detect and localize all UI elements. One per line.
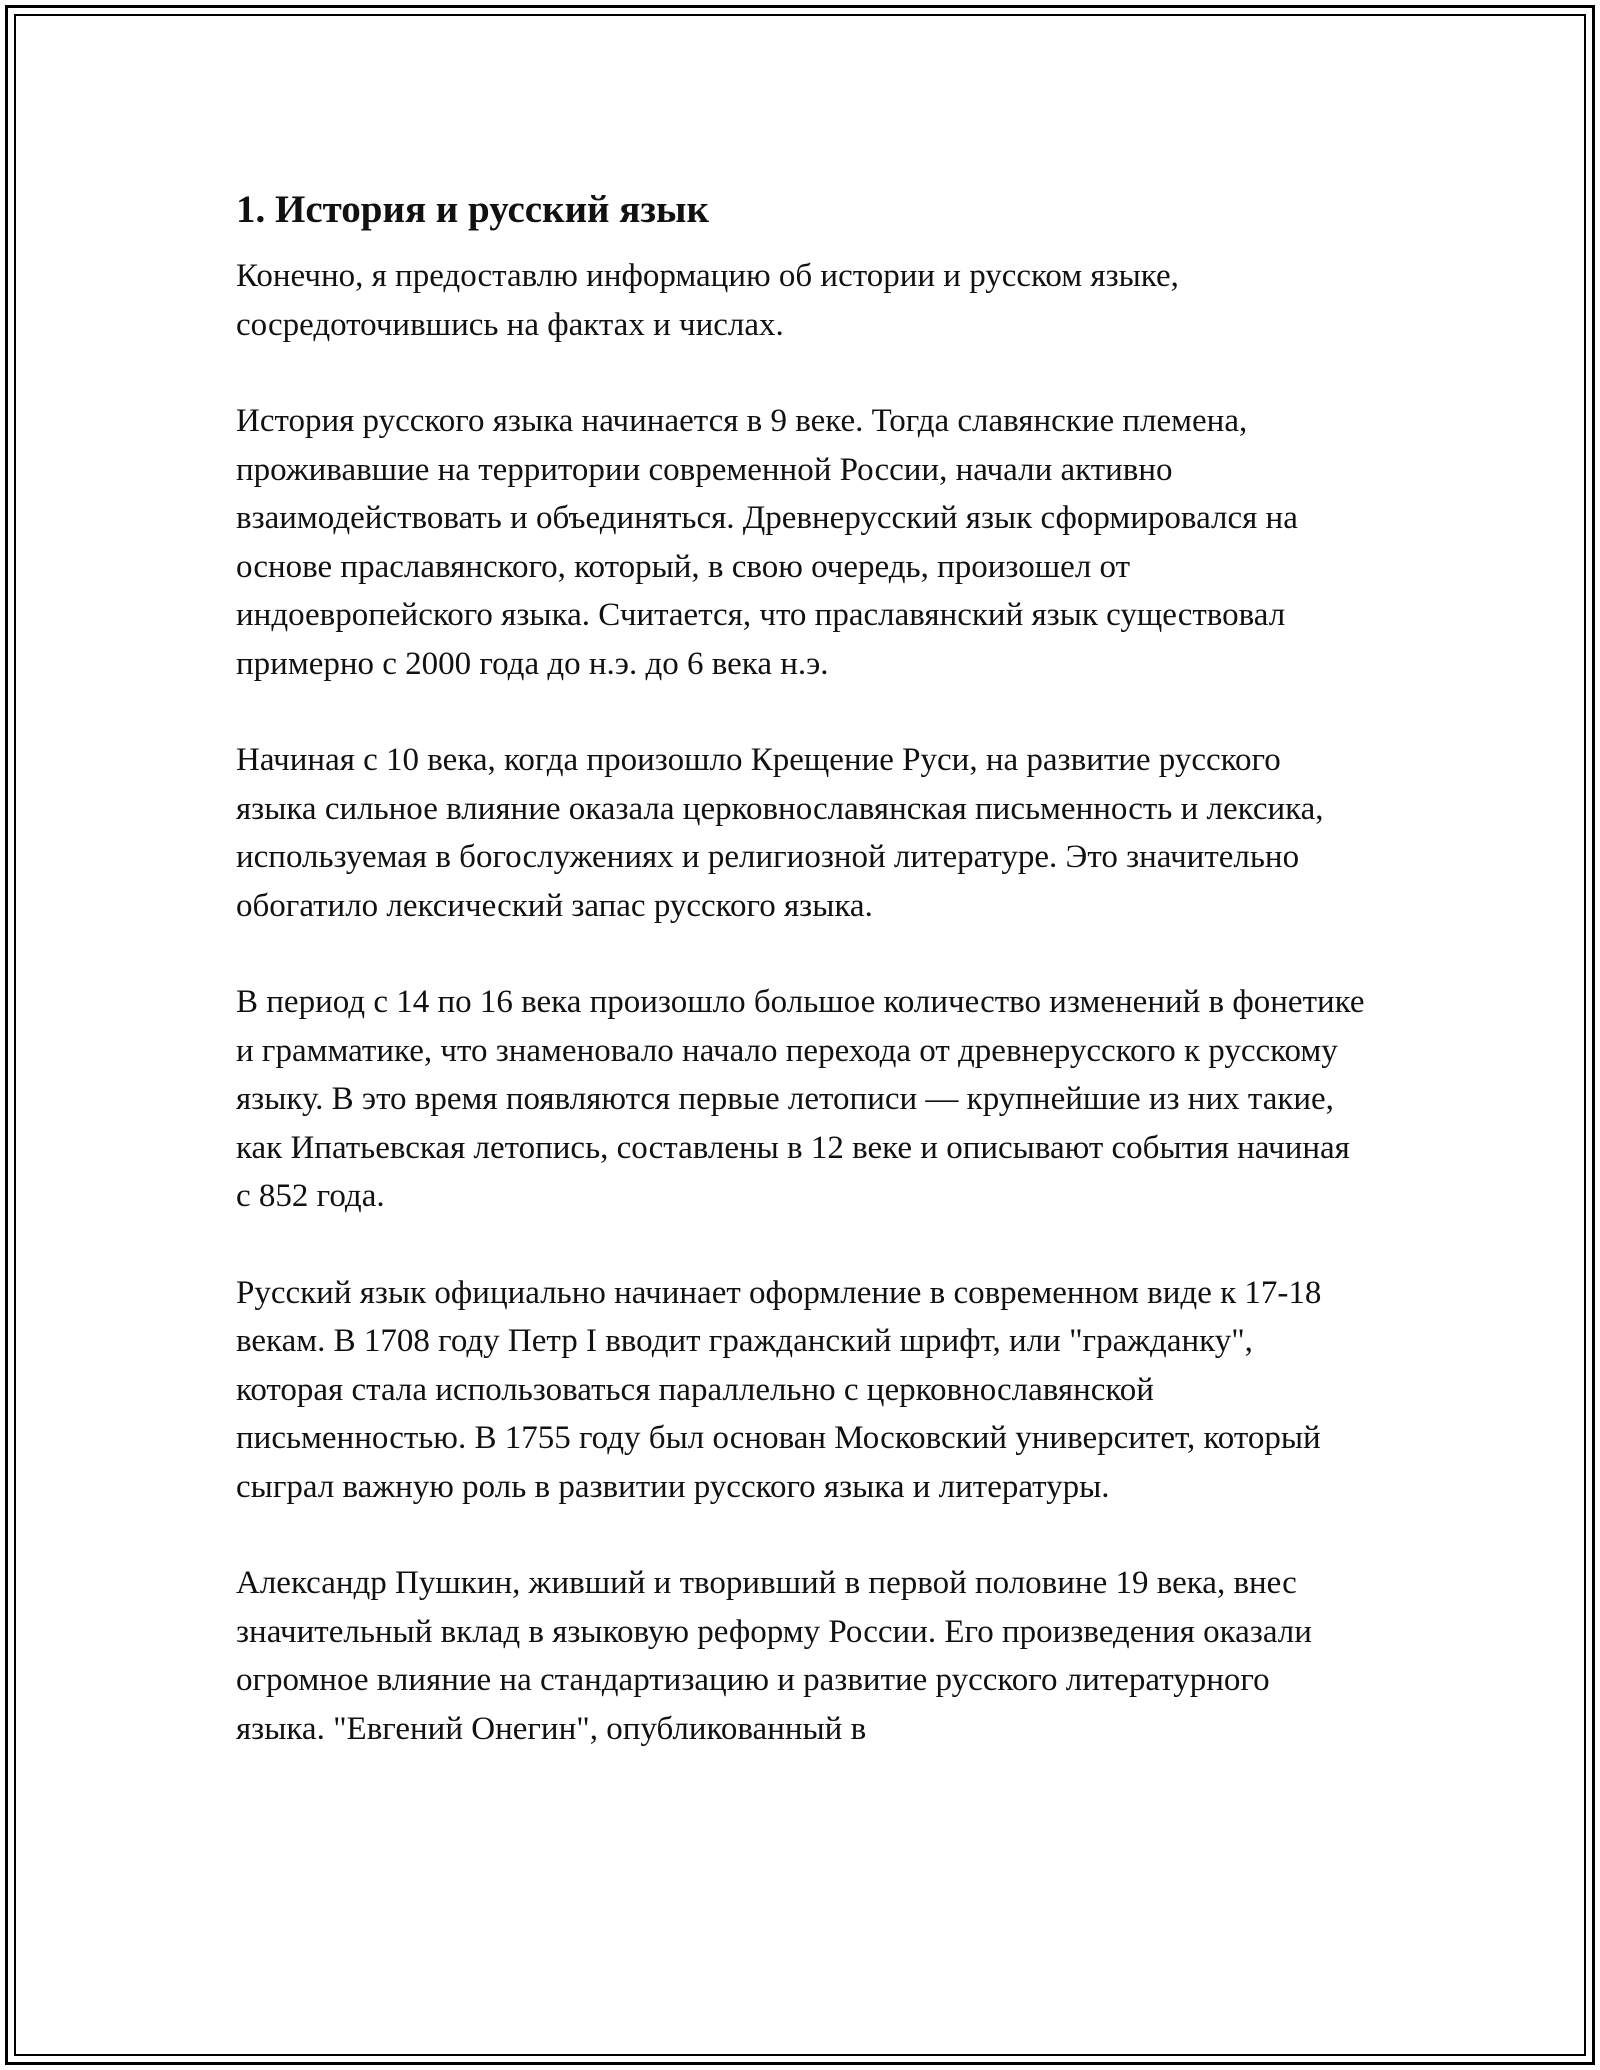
document-body (236, 186, 1366, 1801)
paragraph-pushkin: Александр Пушкин, живший и творивший в первой половине 19 века, внес значительный вклад в языковую реформу России. Его произведения оказали огромное влияние на стандартизацию и развитие русского литературного языка. "Евгений Онегин", опубликованный в (236, 1565, 1312, 1747)
paragraph-modern-form: Русский язык официально начинает оформление в современном виде к 17-18 векам. В 1708 году Петр I вводит гражданский шрифт, или "гражданку", которая стала использоваться параллельно с церковнославянской письменностью. В 1755 году был основан Московский университет, который сыграл важную роль в развитии русского языка и литературы. (236, 1274, 1322, 1505)
paragraph-chronicles: В период с 14 по 16 века произошло большое количество изменений в фонетике и грамматике, что знаменовало начало перехода от древнерусского к русскому языку. В это время появляются первые летописи — крупнейшие из них такие, как Ипатьевская летопись, составлены в 12 веке и описывают события начиная с 852 года. (236, 984, 1365, 1214)
paragraph-baptism: Начиная с 10 века, когда произошло Крещение Руси, на развитие русского языка сильное влияние оказала церковнославянская письменность и лексика, используемая в богослужениях и религиозной литературе. Это значительно обогатило лексический запас русского языка. (236, 742, 1324, 924)
page-title: 1. История и русский язык (236, 188, 709, 231)
paragraph-origins: История русского языка начинается в 9 веке. Тогда славянские племена, проживавшие на территории современной России, начали активно взаимодействовать и объединяться. Древнерусский язык сформировался на основе праславянского, который, в свою очередь, произошел от индоевропейского языка. Считается, что праславянский язык существовал примерно с 2000 года до н.э. до 6 века н.э. (236, 403, 1298, 682)
paragraph-intro: Конечно, я предоставлю информацию об истории и русском языке, сосредоточившись на фактах и числах. (236, 258, 1179, 343)
